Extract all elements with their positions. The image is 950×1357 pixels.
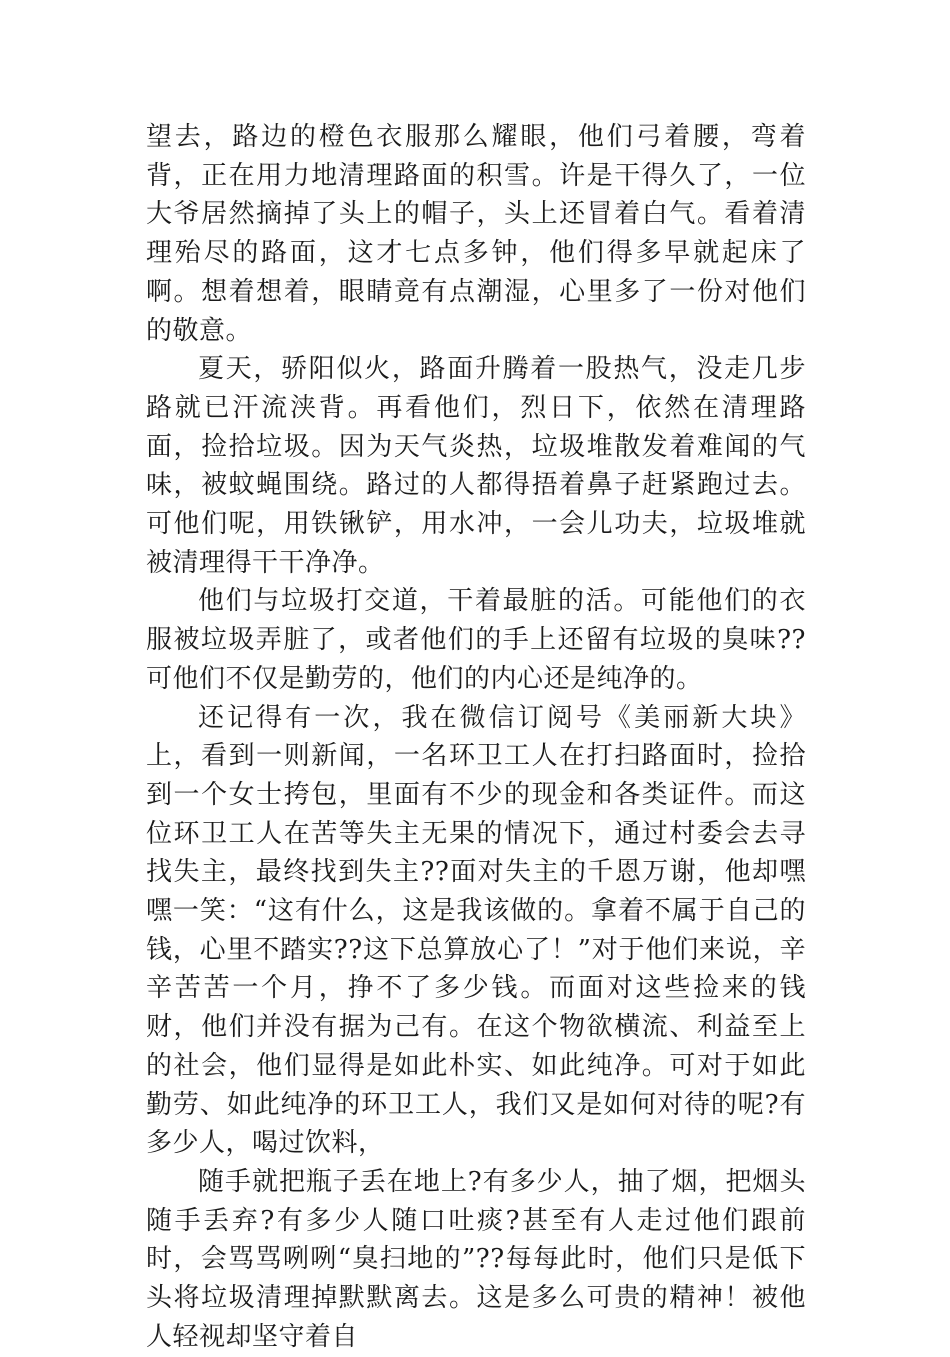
paragraph-1: 望去，路边的橙色衣服那么耀眼，他们弓着腰，弯着背，正在用力地清理路面的积雪。许是干得久了，一位大爷居然摘掉了头上的帽子，头上还冒着白气。看着清理殆尽的路面，这才七点多钟，他们得多早就起床了啊。想着想着，眼睛竟有点潮湿，心里多了一份对他们的敬意。	[146, 122, 806, 346]
document-body	[146, 118, 806, 1357]
paragraph-5: 随手就把瓶子丢在地上?有多少人，抽了烟，把烟头随手丢弃?有多少人随口吐痰?甚至有人走过他们跟前时，会骂骂咧咧“臭扫地的”??每每此时，他们只是低下头将垃圾清理掉默默离去。这是多么可贵的精神！被他人轻视却坚守着自	[146, 1166, 806, 1352]
paragraph-3: 他们与垃圾打交道，干着最脏的活。可能他们的衣服被垃圾弄脏了，或者他们的手上还留有垃圾的臭味??可他们不仅是勤劳的，他们的内心还是纯净的。	[146, 586, 806, 694]
paragraph-2: 夏天，骄阳似火，路面升腾着一股热气，没走几步路就已汗流浃背。再看他们，烈日下，依然在清理路面，捡拾垃圾。因为天气炎热，垃圾堆散发着难闻的气味，被蚊蝇围绕。路过的人都得捂着鼻子赶紧跑过去。可他们呢，用铁锹铲，用水冲，一会儿功夫，垃圾堆就被清理得干干净净。	[146, 354, 806, 578]
paragraph-4: 还记得有一次，我在微信订阅号《美丽新大块》上，看到一则新闻，一名环卫工人在打扫路面时，捡拾到一个女士挎包，里面有不少的现金和各类证件。而这位环卫工人在苦等失主无果的情况下，通过村委会去寻找失主，最终找到失主??面对失主的千恩万谢，他却嘿嘿一笑：“这有什么，这是我该做的。拿着不属于自己的钱，心里不踏实??这下总算放心了！”对于他们来说，辛辛苦苦一个月，挣不了多少钱。而面对这些捡来的钱财，他们并没有据为己有。在这个物欲横流、利益至上的社会，他们显得是如此朴实、如此纯净。可对于如此勤劳、如此纯净的环卫工人，我们又是如何对待的呢?有多少人，喝过饮料，	[146, 702, 806, 1159]
